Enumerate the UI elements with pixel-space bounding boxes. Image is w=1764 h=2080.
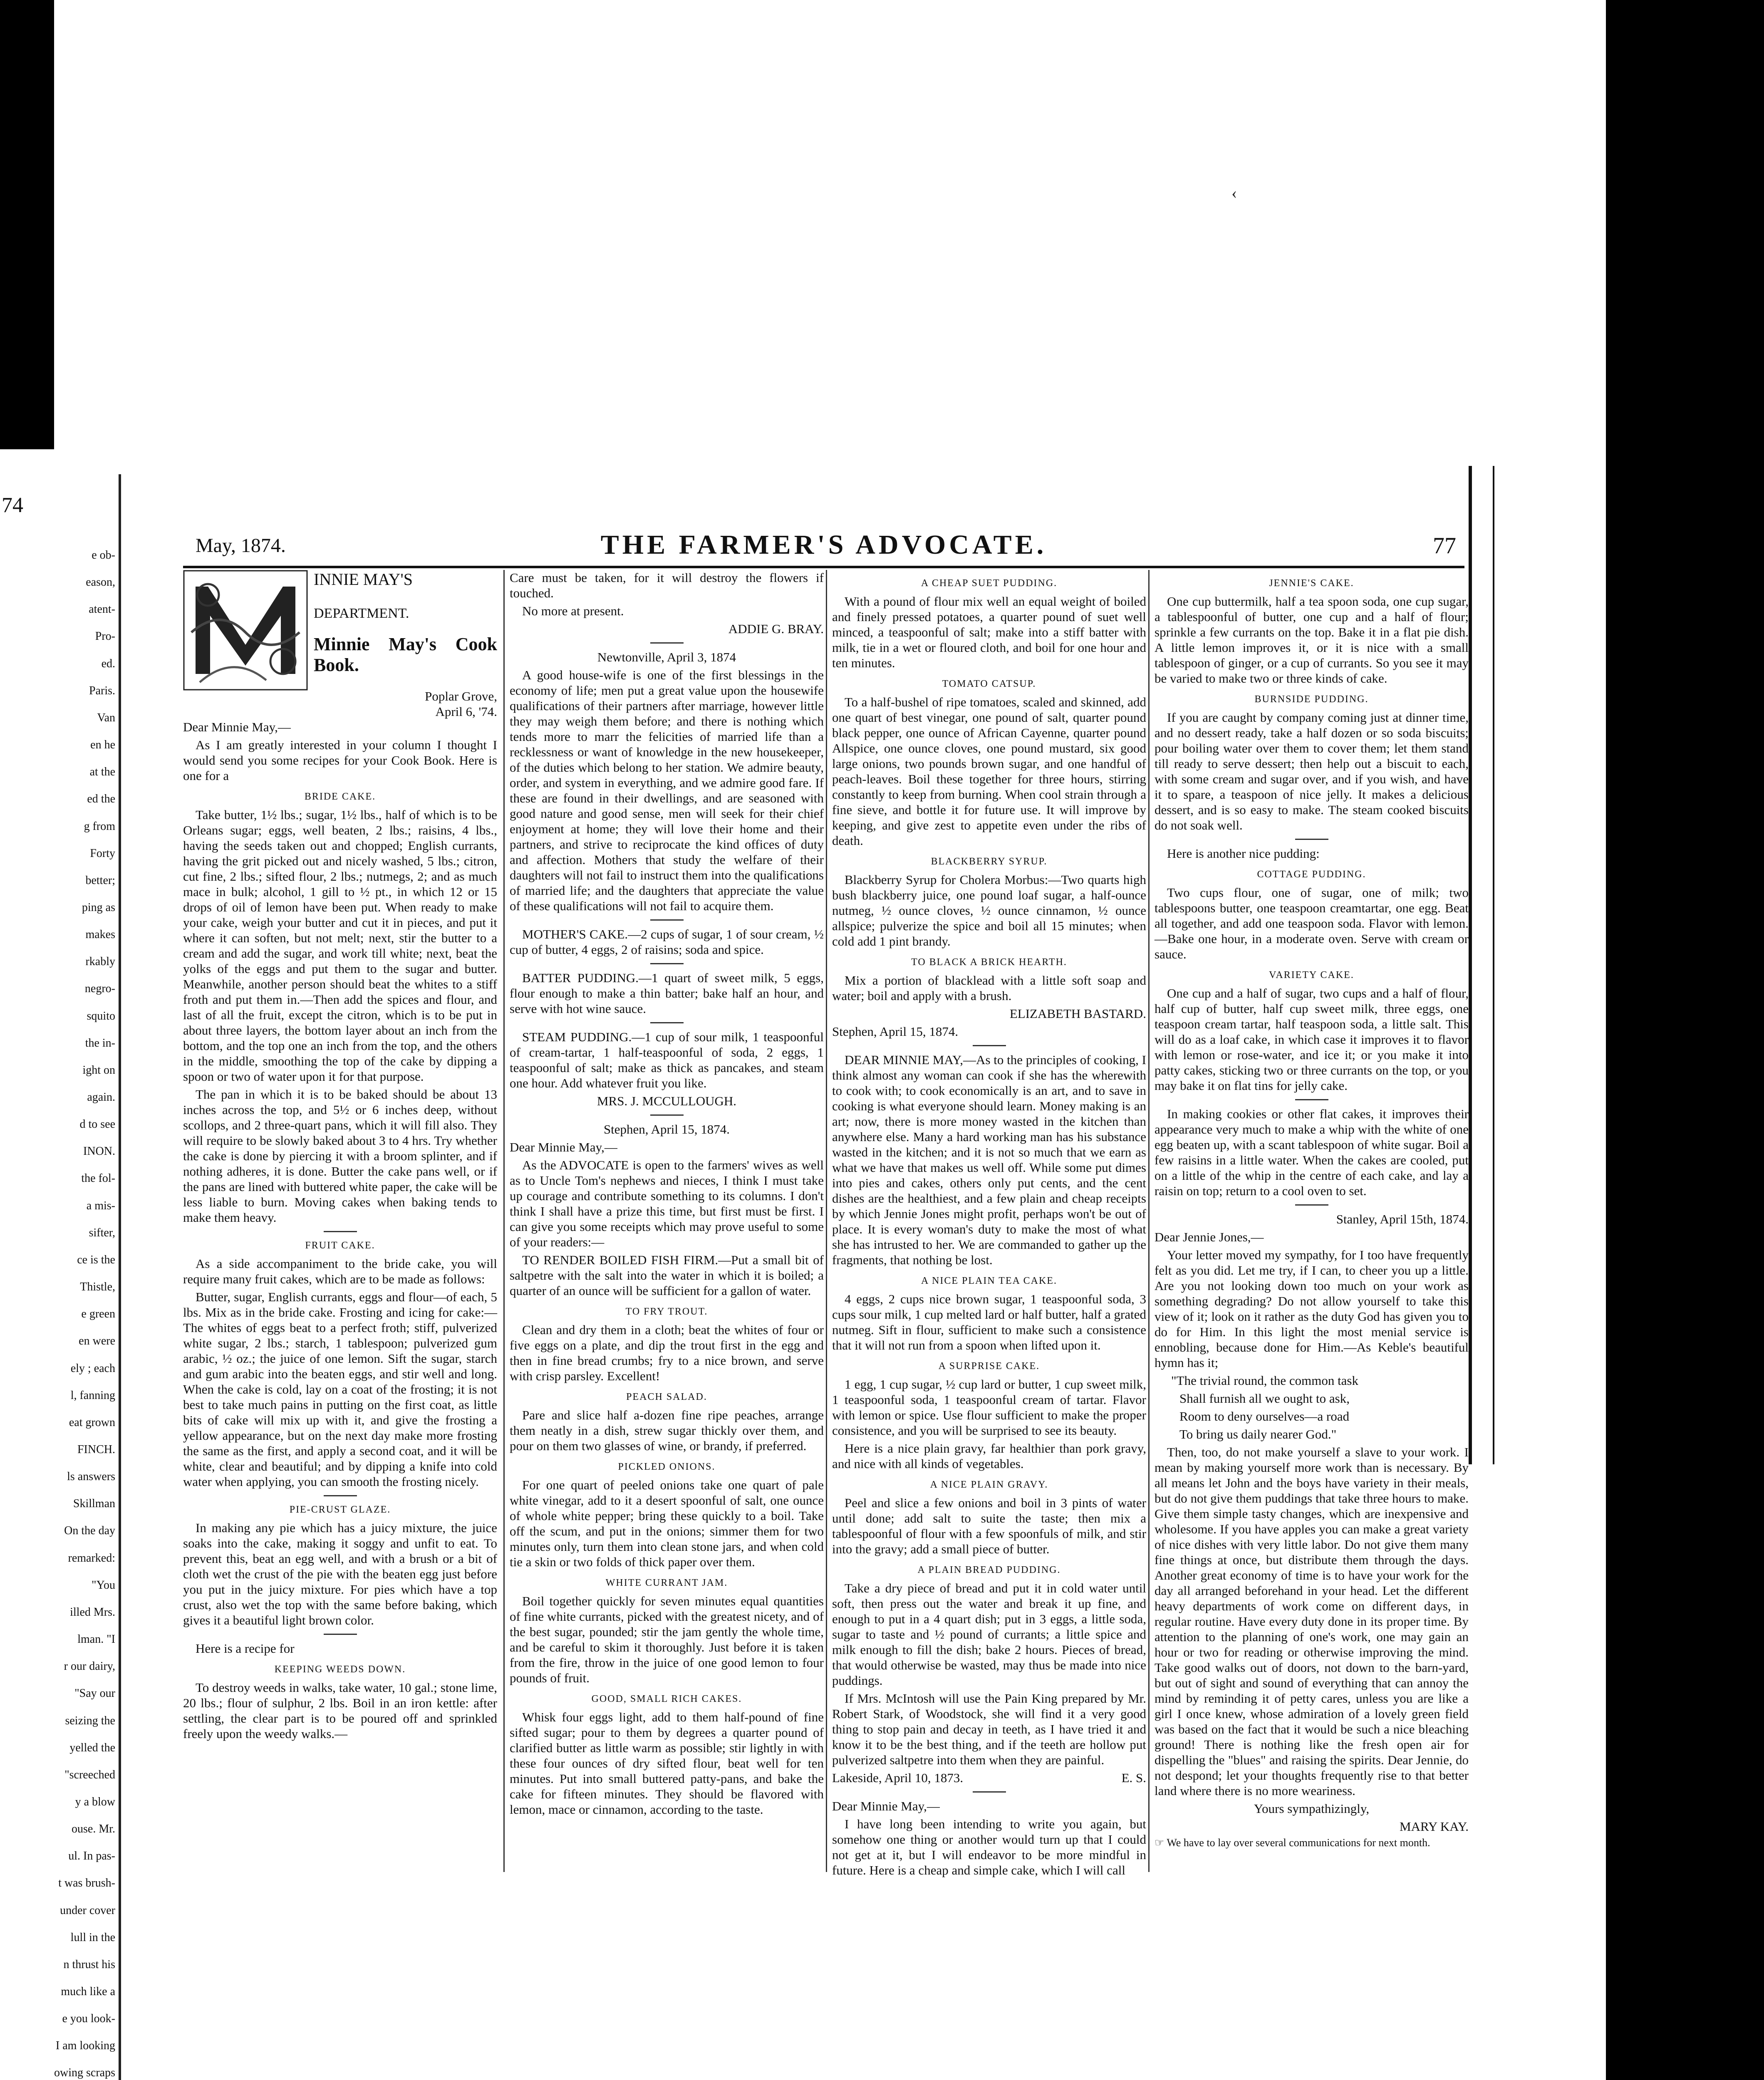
masthead-title: THE FARMER'S ADVOCATE. [600, 530, 1047, 560]
paragraph: As the ADVOCATE is open to the farmers' wives as well as to Uncle Tom's nephews and nieces, I think I must take up courage and contribute something to its columns. I don't think I shall have a prize this time, but first must be first. I can give you some receipts which may prove useful to some of your readers:— [510, 1158, 824, 1249]
recipe-heading: JENNIE'S CAKE. [1269, 578, 1354, 589]
adjacent-page-text-fragment: Van [97, 711, 115, 724]
adjacent-page-text-fragment: ouse. Mr. [72, 1822, 115, 1836]
adjacent-page-text-fragment: eat grown [69, 1416, 115, 1429]
issue-date: May, 1874. [196, 535, 286, 557]
poem-line: To bring us daily nearer God." [1179, 1427, 1337, 1441]
signature: ADDIE G. BRAY. [728, 622, 824, 636]
adjacent-page-text-fragment: the in- [85, 1036, 115, 1050]
paragraph: For one quart of peeled onions take one quart of pale white vinegar, add to it a desert spoonful of salt, one ounce of whole white pepper; bring these quickly to a boil. Take off the scum, and put in the onions; simmer them for two minutes only, turn them into clean stone jars, and when cold tie a skin or two folds of thick paper over them. [510, 1478, 824, 1569]
adjacent-page-text-fragment: much like a [61, 1985, 115, 1998]
page-header [183, 524, 1464, 562]
paragraph: To a half-bushel of ripe tomatoes, scaled and skinned, add one quart of best vinegar, one pound of salt, quarter pound black pepper, one ounce of African Cayenne, quarter pound Allspice, one ounce cloves, one pound mustard, six good large onions, two pounds brown sugar, and one handful of peach-leaves. Boil these together for three hours, stirring constantly to keep from burning. When cool strain through a fine sieve, and bottle it for future use. It will improve by keeping, and give zest to appetite even under the ribs of death. [832, 695, 1146, 848]
adjacent-page-text-fragment: sifter, [89, 1226, 115, 1239]
poem-line: "The trivial round, the common task [1171, 1373, 1358, 1388]
recipe-heading: BRIDE CAKE. [304, 791, 376, 802]
recipe-heading: A NICE PLAIN TEA CAKE. [921, 1275, 1057, 1286]
adjacent-page-text-fragment: INON. [83, 1145, 115, 1158]
adjacent-page-text-fragment: "Say our [74, 1687, 115, 1700]
paragraph: One cup buttermilk, half a tea spoon soda, one cup sugar, a tablespoonful of butter, one cup and a half of flour; sprinkle a few currants on the top. Bake it in a flat pie dish. A little lemon improves it, or it is nice with a small tablespoon of ginger, or a cup of currants. So you see it may be varied to make two or three kinds of cake. [1155, 594, 1469, 686]
adjacent-page-text-fragment: e ob- [92, 549, 115, 562]
adjacent-page-text-fragment: en were [79, 1335, 115, 1348]
adjacent-page-text-fragment: FINCH. [77, 1443, 115, 1456]
adjacent-page-text-fragment: Pro- [95, 630, 115, 643]
adjacent-page-text-fragment: ls answers [67, 1470, 115, 1483]
editor-note: ☞ We have to lay over several communications for next month. [1155, 1837, 1430, 1849]
signature-line [832, 1770, 1146, 1785]
recipe-heading: A NICE PLAIN GRAVY. [930, 1479, 1048, 1490]
paragraph: Whisk four eggs light, add to them half-pound of fine sifted sugar; pour to them by degrees a quarter pound of clarified butter as little warm as possible; stir lightly in with these four ounces of dry sifted flour, beat well for ten minutes. Put into small buttered patty-pans, and bake the cake for fifteen minutes. They should be flavored with lemon, mace or cinnamon, according to the taste. [510, 1710, 824, 1817]
adjacent-page-text-fragment: t was brush- [58, 1877, 115, 1890]
column-1 [183, 570, 497, 1744]
adjacent-page-text-fragment: en he [90, 738, 115, 752]
recipe-heading: TO BLACK A BRICK HEARTH. [911, 957, 1067, 968]
paragraph: I have long been intending to write you again, but somehow one thing or another would turn up that I could not get at it, but I will endeavor to be more mindful in future. Here is a cheap and simple cake, which I will call [832, 1817, 1146, 1877]
recipe-heading: KEEPING WEEDS DOWN. [274, 1664, 406, 1675]
letter-place: Stanley, April 15th, 1874. [1336, 1212, 1469, 1226]
stray-mark: ‹ [1231, 183, 1237, 202]
page-number: 77 [1433, 533, 1456, 559]
paragraph: In making any pie which has a juicy mixture, the juice soaks into the cake, making it soggy and unfit to eat. To prevent this, beat an egg well, and with a brush or a bit of cloth wet the crust of the pie with the beaten egg just before you put in the juicy mixture. For pies which have a top crust, also wet the top with the same before baking, which gives it a beautiful light brown color. [183, 1520, 497, 1627]
recipe-heading: PICKLED ONIONS. [618, 1461, 716, 1472]
paragraph: Take butter, 1½ lbs.; sugar, 1½ lbs., half of which is to be Orleans sugar; eggs, well beaten, 2 lbs.; raisins, 4 lbs., having the seeds taken out and chopped; English currants, having the grit picked out and nicely washed, 5 lbs.; citron, cut fine, 2 lbs.; sifted flour, 2 lbs.; nutmegs, 2; and as much mace in bulk; alcohol, 1 gill to ½ pt., in which 12 or 15 drops of oil of lemon have been put. When ready to make your cake, weigh your butter and cut it in pieces, and put it where it can soften, but not melt; next, stir the butter to a cream and add the sugar, and work till white; next, beat the yolks of the eggs and put them to the sugar and butter. Meanwhile, another person should beat the whites to a stiff froth and put them in.—Then add the spices and flour, and last of all the fruit, except the citron, which is to be put in about three layers, the bottom layer about an inch from the bottom, and the top one an inch from the top, and the others in the middle, smoothing the top of the cake by dipping a spoon or two of water upon it for that purpose. [183, 807, 497, 1084]
adjacent-page-text-fragment: n thrust his [63, 1958, 115, 1971]
adjacent-page-text-fragment: at the [89, 765, 115, 779]
letter-place: Stephen, April 15, 1874. [832, 1024, 959, 1039]
adjacent-page-text-fragment: ely ; each [70, 1362, 115, 1375]
column-divider [826, 570, 827, 1872]
letter-place: Newtonville, April 3, 1874 [597, 650, 736, 664]
paragraph: A good house-wife is one of the first blessings in the economy of life; men put a great value upon the housewife qualifications of their partners after marriage, however little they may weigh them before; and there is nothing which tends more to marr the felicities of married life than a recklessness or want of knowledge in the new housekeeper, of the duties which belong to her station. We admire beauty, order, and system in everything, and we admire good fare. If these are found in their dwellings, and are seasoned with good nature and good sense, men will seek for their chief enjoyment at home; they will love their home and their partners, and strive to reciprocate the kind offices of duty and affection. Mothers that study the welfare of their daughters will not fail to instruct them into the qualifications of married life; and the daughters that appreciate the value of these qualifications will not fail to acquire them. [510, 668, 824, 913]
adjacent-page-text-fragment: makes [85, 928, 115, 941]
paragraph: No more at present. [522, 604, 624, 618]
paragraph: To destroy weeds in walks, take water, 10 gal.; stone lime, 20 lbs.; flour of sulphur, 2 lbs. Boil in an iron kettle: after settling, the clear part is to be poured off and sprinkled freely upon the weedy walks.— [183, 1680, 497, 1741]
adjacent-page-text-fragment: lull in the [70, 1931, 115, 1944]
paragraph: Butter, sugar, English currants, eggs and flour—of each, 5 lbs. Mix as in the bride cake. Frosting and icing for cake:—The whites of eggs beat to a perfect froth; stiff, pulverized white sugar, 2 lbs.; starch, 1 tablespoon; pulverized gum arabic, ½ oz.; the juice of one lemon. Sift the sugar, starch and gum arabic into the beaten eggs, and stir well and long. When the cake is cold, lay on a coat of the frosting; it is not best to take much pains in putting on the first coat, as little bits of cake will mix up with it, and give the frosting a yellow appearance, but on the next day make more frosting the same as the first, and apply a second coat, and it will be white, clear and beautiful; and by dipping a knife into cold water when applying, you can smooth the frosting nicely. [183, 1290, 497, 1489]
adjacent-page-text-fragment: again. [87, 1091, 115, 1104]
paragraph: Peel and slice a few onions and boil in 3 pints of water until done; add salt to suite the taste; then mix a tablespoonful of flour with a few spoonfuls of milk, and stir into the gravy; add a small piece of butter. [832, 1496, 1146, 1556]
recipe-heading: A PLAIN BREAD PUDDING. [917, 1565, 1061, 1575]
blank-top-area [54, 0, 1606, 449]
adjacent-page-text-fragment: "You [92, 1578, 115, 1592]
adjacent-page-text-fragment: illed Mrs. [70, 1605, 115, 1619]
newspaper-page [183, 524, 1469, 2080]
adjacent-page-text-fragment: d to see [79, 1118, 115, 1131]
recipe-heading: WHITE CURRANT JAM. [605, 1577, 728, 1588]
adjacent-page-text-fragment: atent- [89, 603, 115, 616]
recipe-heading: BURNSIDE PUDDING. [1254, 694, 1369, 705]
signature: E. S. [1121, 1770, 1146, 1785]
column-4 [1155, 570, 1469, 1852]
paragraph: 4 eggs, 2 cups nice brown sugar, 1 teaspoonful soda, 3 cups sour milk, 1 cup melted lard or half butter, half a grated nutmeg. Sift in flour, sufficient to make such a consistence that it will not run from a spoon when lifted upon it. [832, 1292, 1146, 1352]
adjacent-page-text-fragment: lman. "I [77, 1633, 115, 1646]
paragraph: BATTER PUDDING.—1 quart of sweet milk, 5 eggs, flour enough to make a thin batter; bake half an hour, and serve with hot wine sauce. [510, 971, 824, 1016]
adjacent-page-text-fragment: e green [81, 1307, 115, 1321]
paragraph: The pan in which it is to be baked should be about 13 inches across the top, and 5½ or 6 inches deep, without scollops, and 2 three-quart pans, which it will fill also. They will require to be slowly baked about 3 to 4 hrs. Try whether the cake is done by piercing it with a broom splinter, and if nothing adheres, it is done. Butter the cake pans well, or if the pans are lined with buttered white paper, the cake will be less liable to burn. Moving cakes when baking tends to make them heavy. [183, 1087, 497, 1225]
recipe-heading: PIE-CRUST GLAZE. [289, 1504, 391, 1515]
recipe-heading: COTTAGE PUDDING. [1257, 869, 1366, 880]
letter-date: April 6, '74. [435, 704, 497, 719]
letter-place: Stephen, April 15, 1874. [603, 1122, 730, 1137]
recipe-heading: VARIETY CAKE. [1269, 970, 1354, 981]
recipe-heading: A CHEAP SUET PUDDING. [921, 578, 1058, 589]
adjacent-page-text-fragment: remarked: [68, 1551, 115, 1565]
adjacent-page-text-fragment: under cover [60, 1904, 115, 1917]
salutation: Dear Jennie Jones,— [1155, 1230, 1264, 1244]
poem-line: Room to deny ourselves—a road [1179, 1409, 1350, 1424]
paragraph: Here is a nice plain gravy, far healthier than pork gravy, and nice with all kinds of vegetables. [832, 1441, 1146, 1471]
adjacent-page-text-fragment: seizing the [65, 1714, 115, 1727]
adjacent-page-text-fragment: ping as [82, 901, 115, 914]
signature: ELIZABETH BASTARD. [1009, 1006, 1146, 1021]
adjacent-page-text-fragment: eason, [86, 576, 115, 589]
department-subtitle: DEPARTMENT. [314, 606, 409, 621]
paragraph: In making cookies or other flat cakes, it improves their appearance very much to make a whip with the white of one egg beaten up, with a scant tablespoon of white sugar. Boil a few raisins in a little water. When the cakes are cooled, put on a little of the whip in the centre of each cake, and lay a raisin on top; return to a cool oven to set. [1155, 1107, 1469, 1198]
paragraph: If you are caught by company coming just at dinner time, and no dessert ready, take a half dozen or so soda biscuits; pour boiling water over them to cover them; let them stand till ready to serve dessert; then help out a biscuit to each, with some cream and sugar over, and if you wish, and have it to spare, a teaspoon of nice jelly. It makes a delicious dessert, and is so easy to make. The steam cooked biscuits do not soak well. [1155, 710, 1469, 832]
adjacent-page-text-fragment: g from [84, 820, 115, 833]
adjacent-page-text-fragment: "screeched [64, 1768, 115, 1781]
adjacent-page-text-fragment: squito [87, 1009, 115, 1023]
paragraph: DEAR MINNIE MAY,—As to the principles of cooking, I think almost any woman can cook if she has the wherewith to cook with; to cook economically is an art, and to save in cooking is what everyone should learn. Money making is an art; now, there is more money wasted in the kitchen than anywhere else. Many a hard working man has his substance wasted in the kitchen; and it is not so much that we earn as what we have that makes us well off. While some put dimes into pies and cakes, others only put cents, and the cent dishes are the healthiest, and a few plain and cheap receipts by which Jennie Jones might profit, perhaps won't be out of place. It is every woman's duty to make the most of what she has intrusted to her. We are commanded to gather up the fragments, that nothing be lost. [832, 1052, 1147, 1267]
adjacent-page-text-fragment: e you look- [62, 2012, 115, 2026]
adjacent-page-text-fragment: better; [85, 874, 115, 887]
paragraph: Boil together quickly for seven minutes equal quantities of fine white currants, picked with the greatest nicety, and of the best sugar, pounded; stir the jam gently the whole time, and be careful to skim it thoroughly. Just before it is taken from the fire, throw in the juice of one good lemon to four pounds of fruit. [510, 1594, 824, 1685]
ornate-m-initial-icon [183, 570, 308, 691]
recipe-heading: BLACKBERRY SYRUP. [931, 856, 1048, 867]
recipe-heading: PEACH SALAD. [626, 1392, 707, 1402]
adjacent-page-text-fragment: owing scraps [54, 2066, 115, 2080]
adjacent-page-text-fragment: the fol- [81, 1172, 115, 1185]
adjacent-page-text-fragment: On the day [64, 1524, 115, 1538]
adjacent-page-text-fragment: Paris. [89, 684, 115, 697]
paragraph: As I am greatly interested in your column I thought I would send you some recipes for your Cook Book. Here is one for a [183, 738, 497, 783]
paragraph: Here is another nice pudding: [1167, 846, 1320, 861]
paragraph: MOTHER'S CAKE.—2 cups of sugar, 1 of sour cream, ½ cup of butter, 4 eggs, 2 of raisins; soda and spice. [510, 927, 824, 957]
paragraph: Blackberry Syrup for Cholera Morbus:—Two quarts high bush blackberry juice, one pound loaf sugar, a half-ounce nutmeg, ½ ounce cloves, ½ ounce cinnamon, ½ ounce allspice; pulverize the spice and boil all 15 minutes; when cold add 1 pint brandy. [832, 872, 1146, 948]
page-edge-border [1469, 466, 1494, 1464]
column-divider [503, 570, 505, 1872]
paragraph: TO RENDER BOILED FISH FIRM.—Put a small bit of saltpetre with the salt into the water in which it is boiled; a quarter of an ounce will be sufficient for a gallon of water. [510, 1253, 824, 1298]
adjacent-page-text-fragment: ed. [101, 657, 115, 670]
adjacent-page-text-fragment: a mis- [86, 1199, 115, 1212]
paragraph: STEAM PUDDING.—1 cup of sour milk, 1 teaspoonful of cream-tartar, 1 half-teaspoonful of soda, 2 eggs, 1 teaspoonful of salt; make as thick as pancakes, and steam one hour. Add whatever fruit you like. [510, 1030, 824, 1090]
adjacent-page-text-fragment: ce is the [77, 1253, 115, 1266]
adjacent-page-text-fragment: ed the [87, 792, 115, 806]
paragraph: 1 egg, 1 cup sugar, ½ cup lard or butter, 1 cup sweet milk, 1 teaspoonful soda, 1 teaspoonful cream of tartar. Flavor with lemon or spice. Use flour sufficient to make the proper consistence, and you will be surprised to see its beauty. [832, 1377, 1146, 1438]
signature: MARY KAY. [1400, 1819, 1469, 1834]
adjacent-page-text-fragment: y a blow [75, 1795, 115, 1808]
adjacent-page-number: 74 [2, 493, 23, 517]
column-divider [1148, 570, 1150, 1872]
paragraph: Two cups flour, one of sugar, one of milk; two tablespoons butter, one teaspoon creamtartar, one egg. Beat all together, and add one teaspoon soda. Flavor with lemon.—Bake one hour, in a moderate oven. Serve with cream or sauce. [1155, 885, 1469, 961]
closing: Yours sympathizingly, [1254, 1801, 1370, 1816]
paragraph: Care must be taken, for it will destroy the flowers if touched. [510, 570, 824, 600]
adjacent-page-text-fragment: Forty [90, 847, 115, 860]
cook-book-title: Minnie May's Cook Book. [314, 634, 497, 675]
adjacent-page-text-fragment: ul. In pas- [68, 1850, 115, 1863]
adjacent-page-text-fragment: Thistle, [80, 1280, 115, 1294]
paragraph: Your letter moved my sympathy, for I too have frequently felt as you did. Let me try, if I can, to cheer you up a little. Are you not looking down too much on your work as something degrading? Do not allow yourself to take this view of it; look on it rather as the duty God has given you to do for Him. In this light the most menial service is ennobling, because done for Him.—As Keble's beautiful hymn has it; [1155, 1248, 1469, 1370]
adjacent-page-strip [0, 474, 121, 2080]
salutation: Dear Minnie May,— [183, 720, 291, 734]
recipe-heading: TO FRY TROUT. [625, 1306, 708, 1317]
paragraph: Clean and dry them in a cloth; beat the whites of four or five eggs on a plate, and dip the trout first in the egg and then in fine bread crumbs; fry to a nice brown, and serve with crisp parsley. Excellent! [510, 1322, 824, 1383]
paragraph: Here is a recipe for [196, 1641, 295, 1656]
paragraph: With a pound of flour mix well an equal weight of boiled and finely pressed potatoes, a quarter pound of suet well minced, a teaspoonful of salt; make into a stiff batter with milk, tie in a wet or floured cloth, and boil for one hour and ten minutes. [832, 594, 1146, 670]
column-2 [510, 570, 824, 1820]
salutation: Dear Minnie May,— [832, 1799, 940, 1813]
adjacent-page-text-fragment: l, fanning [70, 1389, 115, 1402]
adjacent-page-text-fragment: ight on [82, 1063, 115, 1077]
adjacent-page-text-fragment: negro- [84, 982, 115, 995]
adjacent-page-text-fragment: Skillman [73, 1497, 115, 1510]
adjacent-page-text-fragment: r our dairy, [64, 1660, 115, 1673]
recipe-heading: FRUIT CAKE. [305, 1240, 375, 1251]
recipe-heading: GOOD, SMALL RICH CAKES. [591, 1694, 742, 1704]
department-title: INNIE MAY'S [314, 570, 413, 589]
letter-place: Lakeside, April 10, 1873. [832, 1770, 964, 1785]
paragraph: Then, too, do not make yourself a slave to your work. I mean by making yourself more work than is necessary. By all means let John and the boys have variety in their meals, but do not give them puddings that take three hours to make. Give them simple tasty changes, which are inexpensive and wholesome. If you have apples you can make a great variety of nice dishes with very little labor. Do not give them many fine things at once, but distribute them through the days. Another great economy of time is to have your work for the day all arranged beforehand in your head. Let the different heavy departments of work come on different days, in regular routine. Have every duty done in its proper time. By attention to the planning of one's work, one may gain an hour or two for reading or otherwise improving the mind. Take good walks out of doors, not down to the barn-yard, but out of sight and sound of everything that can annoy the mind by reminding it of petty cares, unless you are like a girl I once knew, whose admiration of a lovely green field was based on the fact that it would be such a nice bleaching ground! There is nothing like the fresh open air for dispelling the "blues" and raising the spirits. Dear Jennie, do not despond; let your thoughts frequently rise to that better land where there is no more weariness. [1155, 1445, 1469, 1798]
paragraph: Pare and slice half a-dozen fine ripe peaches, arrange them neatly in a dish, strew sugar thickly over them, and pour on them two glasses of wine, or brandy, if preferred. [510, 1408, 824, 1453]
salutation: Dear Minnie May,— [510, 1140, 617, 1154]
adjacent-page-text-fragment: rkably [85, 955, 115, 968]
adjacent-page-text-fragment: I am looking [55, 2039, 115, 2053]
paragraph: Mix a portion of blacklead with a little soft soap and water; boil and apply with a brush. [832, 973, 1146, 1003]
letter-place: Poplar Grove, [425, 689, 497, 703]
paragraph: One cup and a half of sugar, two cups and a half of flour, half cup of butter, half cup sweet milk, three eggs, one teaspoon cream tartar, half teaspoon soda, a little salt. This will do as a loaf cake, in which case it improves it to flavor with lemon or rose-water, and ice it; or you make it into patty cakes, sticking two or three currants on the top, or you may bake it on flat tins for jelly cake. [1155, 986, 1469, 1093]
adjacent-page-text-fragment: yelled the [69, 1741, 115, 1754]
department-heading [183, 570, 497, 719]
recipe-heading: A SURPRISE CAKE. [938, 1361, 1040, 1372]
poem-line: Shall furnish all we ought to ask, [1179, 1391, 1350, 1406]
header-rule [183, 566, 1464, 568]
column-3 [832, 570, 1146, 1880]
paragraph: If Mrs. McIntosh will use the Pain King prepared by Mr. Robert Stark, of Woodstock, she will find it a very good thing to stop pain and decay in teeth, as I have tried it and know it to be the best thing, and if the teeth are hollow put pulverized saltpetre into them when they are painful. [832, 1691, 1146, 1767]
recipe-heading: TOMATO CATSUP. [942, 678, 1036, 689]
paragraph: As a side accompaniment to the bride cake, you will require many fruit cakes, which are to be made as follows: [183, 1256, 497, 1286]
paragraph: Take a dry piece of bread and put it in cold water until soft, then press out the water and break it up fine, and enough to put in a 4 quart dish; put in 3 eggs, a little soda, sugar to taste and ½ pound of currants; a little spice and milk enough to fill the dish; bake 2 hours. Pieces of bread, that would otherwise be wasted, may thus be made into nice puddings. [832, 1581, 1146, 1688]
signature: MRS. J. MCCULLOUGH. [597, 1094, 737, 1108]
